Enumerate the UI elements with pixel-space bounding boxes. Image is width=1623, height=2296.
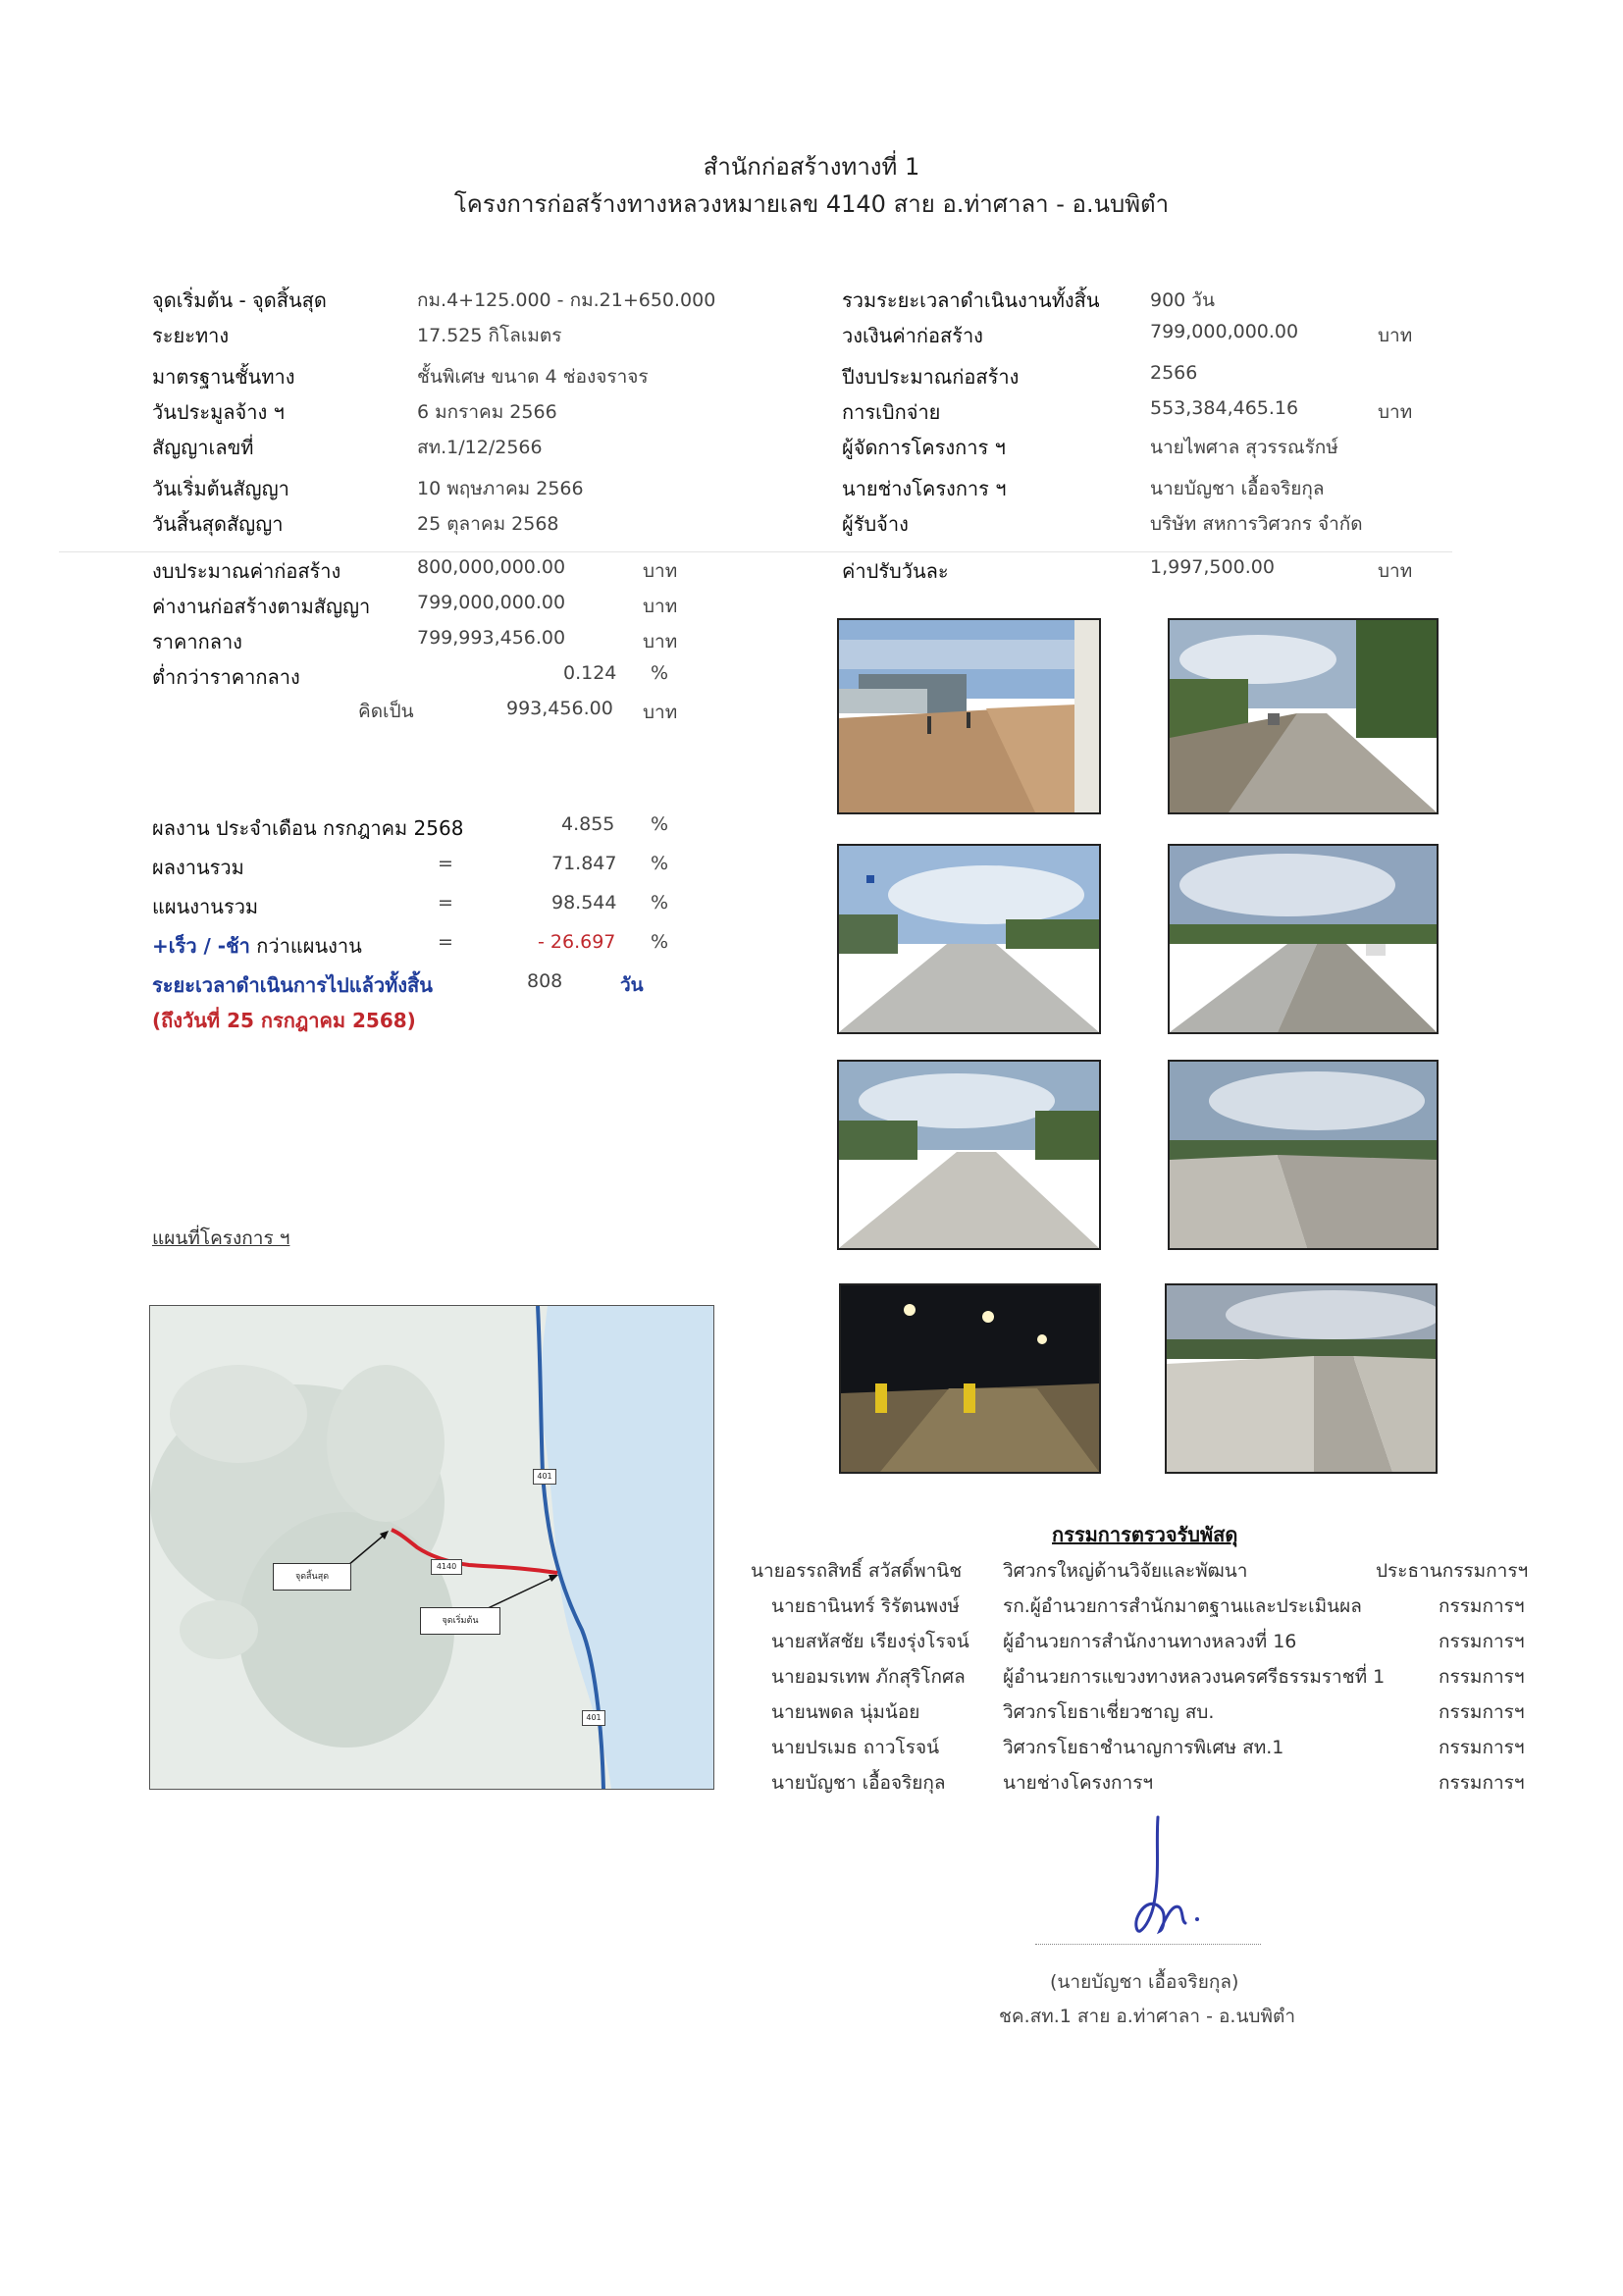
route-4140-shield: 4140 [431, 1559, 462, 1575]
route-401-shield: 401 [533, 1469, 556, 1485]
map-title: แผนที่โครงการ ฯ [152, 1227, 290, 1249]
signature-mark [1109, 1805, 1227, 1943]
construction-photo [1165, 1283, 1438, 1474]
info-label: รวมระยะเวลาดำเนินงานทั้งสิ้น [842, 288, 1100, 312]
info-unit: บาท [1378, 325, 1413, 346]
info-value: 10 พฤษภาคม 2566 [417, 478, 584, 499]
budget-unit: บาท [643, 596, 678, 617]
member-name: นายธานินทร์ ริรัตนพงษ์ [771, 1595, 960, 1617]
member-role: กรรมการฯ [1439, 1666, 1525, 1688]
elapsed-value: 808 [527, 970, 563, 992]
member-name: นายอมรเทพ ภักสุริโกศล [771, 1666, 966, 1688]
info-label: นายช่างโครงการ ฯ [842, 477, 1007, 500]
signature-line [1035, 1944, 1261, 1945]
project-title: โครงการก่อสร้างทางหลวงหมายเลข 4140 สาย อ.ท่าศาลา - อ.นบพิตำ [453, 190, 1170, 218]
member-position: วิศวกรใหญ่ด้านวิจัยและพัฒนา [1003, 1560, 1248, 1582]
info-label: ผู้จัดการโครงการ ฯ [842, 436, 1006, 459]
map-terrain [180, 1600, 258, 1659]
diff-eq: = [438, 931, 453, 953]
member-name: นายบัญชา เอื้อจริยกุล [771, 1772, 946, 1794]
elapsed-unit: วัน [620, 974, 644, 996]
construction-photo [837, 1060, 1101, 1250]
budget-calc-unit: บาท [643, 702, 678, 723]
budget-value: 800,000,000.00 [417, 556, 566, 578]
info-label: วันประมูลจ้าง ฯ [152, 400, 285, 424]
budget-calc-value: 993,456.00 [506, 698, 613, 719]
member-name: นายอรรถสิทธิ์ สวัสดิ์พานิช [751, 1560, 963, 1582]
member-role: กรรมการฯ [1439, 1737, 1525, 1758]
info-value: บริษัท สหการวิศวกร จำกัด [1150, 513, 1363, 535]
as-of-date: (ถึงวันที่ 25 กรกฎาคม 2568) [152, 1009, 416, 1032]
info-label: ระยะทาง [152, 324, 230, 347]
monthly-progress-label: ผลงาน ประจำเดือน กรกฎาคม 2568 [152, 816, 464, 840]
info-value: สท.1/12/2566 [417, 437, 543, 458]
budget-label: ต่ำกว่าราคากลาง [152, 665, 300, 689]
plan-progress-value: 98.544 [551, 892, 617, 913]
end-point-label: จุดสิ้นสุด [273, 1563, 351, 1591]
monthly-progress-value: 4.855 [561, 813, 615, 835]
budget-value: 0.124 [563, 662, 617, 684]
member-name: นายปรเมธ ถาวโรจน์ [771, 1737, 940, 1758]
budget-label: ค่างานก่อสร้างตามสัญญา [152, 595, 371, 618]
member-position: รก.ผู้อำนวยการสำนักมาตฐานและประเมินผล [1003, 1595, 1362, 1617]
construction-photo [837, 618, 1101, 814]
office-title: สำนักก่อสร้างทางที่ 1 [703, 153, 920, 181]
member-position: นายช่างโครงการฯ [1003, 1772, 1154, 1794]
info-label: สัญญาเลขที่ [152, 436, 254, 459]
monthly-progress-unit: % [651, 813, 669, 835]
map-terrain [170, 1365, 307, 1463]
penalty-label: ค่าปรับวันละ [842, 559, 949, 583]
info-label: ปีงบประมาณก่อสร้าง [842, 365, 1020, 389]
start-point-label: จุดเริ่มต้น [420, 1607, 500, 1635]
info-value: 25 ตุลาคม 2568 [417, 513, 559, 535]
info-value: 6 มกราคม 2566 [417, 401, 557, 423]
info-label: วงเงินค่าก่อสร้าง [842, 324, 983, 347]
elapsed-label: ระยะเวลาดำเนินการไปแล้วทั้งสิ้น [152, 973, 433, 997]
budget-value: 799,000,000.00 [417, 592, 566, 613]
penalty-value: 1,997,500.00 [1150, 556, 1275, 578]
info-label: วันเริ่มต้นสัญญา [152, 477, 289, 500]
info-value: นายไพศาล สุวรรณรักษ์ [1150, 437, 1338, 458]
signatory-name: (นายบัญชา เอื้อจริยกุล) [1050, 1971, 1239, 1993]
diff-value: - 26.697 [538, 931, 616, 953]
penalty-unit: บาท [1378, 560, 1413, 582]
info-label: การเบิกจ่าย [842, 400, 941, 424]
member-role: กรรมการฯ [1439, 1701, 1525, 1723]
construction-photo [839, 1283, 1101, 1474]
member-name: นายสหัสชัย เรียงรุ่งโรจน์ [771, 1631, 969, 1652]
route-401-shield: 401 [582, 1710, 605, 1726]
map-canvas [150, 1306, 713, 1789]
total-progress-eq: = [438, 853, 453, 874]
total-progress-unit: % [651, 853, 669, 874]
plan-progress-label: แผนงานรวม [152, 895, 259, 918]
info-label: จุดเริ่มต้น - จุดสิ้นสุด [152, 288, 327, 312]
info-label: มาตรฐานชั้นทาง [152, 365, 295, 389]
info-label: ผู้รับจ้าง [842, 512, 909, 536]
info-value: 2566 [1150, 362, 1198, 384]
member-role: ประธานกรรมการฯ [1376, 1560, 1529, 1582]
info-value: ชั้นพิเศษ ขนาด 4 ช่องจราจร [417, 366, 649, 388]
budget-unit: บาท [643, 560, 678, 582]
diff-label [152, 930, 362, 962]
budget-label: งบประมาณค่าก่อสร้าง [152, 559, 341, 583]
map-terrain [327, 1365, 445, 1522]
budget-calc-label: คิดเป็น [358, 701, 414, 722]
info-value: 900 วัน [1150, 289, 1215, 311]
plan-progress-eq: = [438, 892, 453, 913]
member-name: นายนพดล นุ่มน้อย [771, 1701, 920, 1723]
member-role: กรรมการฯ [1439, 1772, 1525, 1794]
diff-unit: % [651, 931, 669, 953]
member-role: กรรมการฯ [1439, 1595, 1525, 1617]
info-unit: บาท [1378, 401, 1413, 423]
diff-label-fast-slow: +เร็ว / -ช้า [152, 934, 250, 958]
total-progress-value: 71.847 [551, 853, 617, 874]
info-label: วันสิ้นสุดสัญญา [152, 512, 284, 536]
budget-unit: บาท [643, 631, 678, 652]
construction-photo [1168, 1060, 1439, 1250]
divider [59, 551, 1452, 552]
info-value: 17.525 กิโลเมตร [417, 325, 562, 346]
member-position: ผู้อำนวยการแขวงทางหลวงนครศรีธรรมราชที่ 1 [1003, 1666, 1386, 1688]
info-value: 553,384,465.16 [1150, 397, 1299, 419]
construction-photo [837, 844, 1101, 1034]
member-position: วิศวกรโยธาชำนาญการพิเศษ สท.1 [1003, 1737, 1284, 1758]
signatory-title: ชค.สท.1 สาย อ.ท่าศาลา - อ.นบพิตำ [999, 2006, 1296, 2027]
total-progress-label: ผลงานรวม [152, 856, 244, 879]
budget-label: ราคากลาง [152, 630, 242, 653]
diff-label-suffix: กว่าแผนงาน [249, 934, 362, 958]
committee-title: กรรมการตรวจรับพัสดุ [1052, 1523, 1238, 1546]
construction-photo [1168, 844, 1439, 1034]
member-position: ผู้อำนวยการสำนักงานทางหลวงที่ 16 [1003, 1631, 1297, 1652]
member-position: วิศวกรโยธาเชี่ยวชาญ สบ. [1003, 1701, 1215, 1723]
info-value: 799,000,000.00 [1150, 321, 1299, 342]
construction-photo [1168, 618, 1439, 814]
info-value: กม.4+125.000 - กม.21+650.000 [417, 289, 716, 311]
budget-unit: % [651, 662, 669, 684]
info-value: นายบัญชา เอื้อจริยกุล [1150, 478, 1325, 499]
project-map[interactable] [149, 1305, 714, 1790]
plan-progress-unit: % [651, 892, 669, 913]
member-role: กรรมการฯ [1439, 1631, 1525, 1652]
budget-value: 799,993,456.00 [417, 627, 566, 649]
